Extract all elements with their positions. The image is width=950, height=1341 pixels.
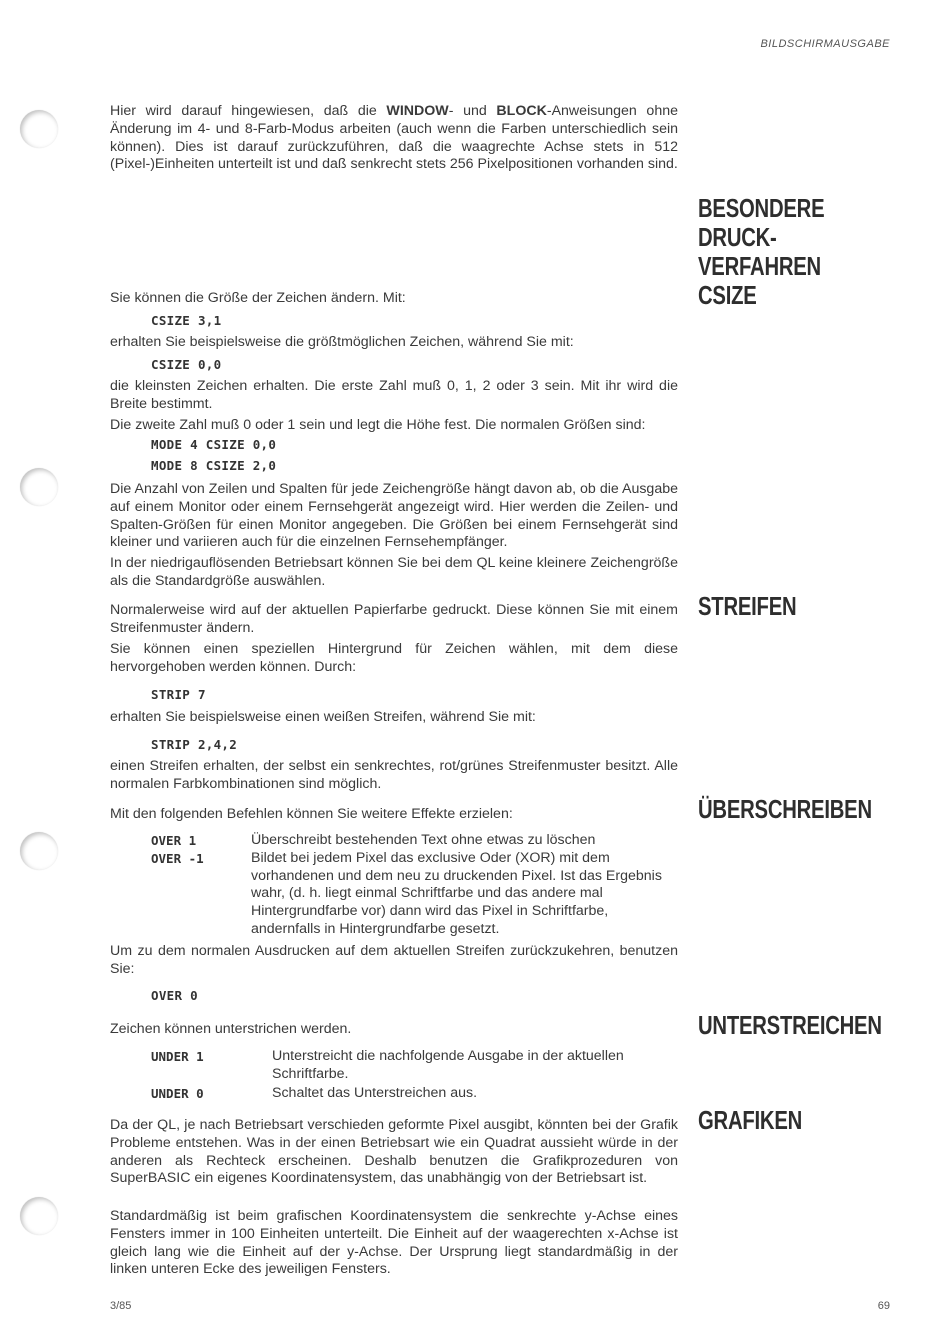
over-minus1-desc: Bildet bei jedem Pixel das exclusive Oder (XOR) mit dem vorhandenen und dem neu zu druckenden Pixel. Ist das Ergebnis wahr, (d. h. liegt einmal Schriftfarbe und das andere mal Hintergrundfarbe vor) dann wird das Pixel in Schriftfarbe, andernfalls in Hintergrundfarbe gesetzt. — [251, 849, 662, 937]
code-mode4: MODE 4 CSIZE 0,0 — [151, 437, 277, 452]
list-item — [151, 832, 681, 850]
over-1-desc: Überschreibt bestehenden Text ohne etwas zu löschen — [251, 832, 596, 848]
strip-p1: Normalerweise wird auf der aktuellen Papierfarbe gedruckt. Diese können Sie mit einem Streifenmuster ändern. — [110, 602, 678, 636]
intro-paragraph: Hier wird darauf hingewiesen, daß die WINDOW- und BLOCK-Anweisungen ohne Änderung im 4- und 8-Farb-Modus arbeiten (auch wenn die Farben unterschiedlich sein können). Dies ist darauf zurückzuführen, daß die waagrechte Achse stets in 512 (Pixel-)Einheiten unterteilt ist und daß senkrecht stets 256 Pixelpositionen vorhanden sind. — [110, 103, 678, 173]
over-intro: Mit den folgenden Befehlen können Sie weitere Effekte erzielen: — [110, 806, 513, 822]
over-p2: Um zu dem normalen Ausdrucken auf dem aktuellen Streifen zurückzukehren, benutzen Sie: — [110, 943, 678, 977]
graphics-p1: Da der QL, je nach Betriebsart verschieden geformte Pixel ausgibt, könnten bei der Grafik Probleme entstehen. Was in der einen Betriebsart wie ein Quadrat aussieht würde in der anderen als Rechteck erscheinen. Deshalb benutzen die Grafikprozeduren von SuperBASIC ein eigenes Koordinatensystem, das unabhängig von der Betriebsart ist. — [110, 1117, 678, 1187]
binder-hole — [20, 468, 58, 506]
over-list — [151, 832, 681, 939]
code-strip-7: STRIP 7 — [151, 687, 206, 702]
csize-p6: In der niedrigauflösenden Betriebsart können Sie bei dem QL keine kleinere Zeichengröße als die Standardgröße auswählen. — [110, 555, 678, 589]
footer-date: 3/85 — [110, 1300, 132, 1312]
heading-unterstreichen: UNTERSTREICHEN — [698, 1010, 882, 1040]
strip-p3: erhalten Sie beispielsweise einen weißen Streifen, während Sie mit: — [110, 709, 536, 725]
heading-streifen: STREIFEN — [698, 591, 797, 621]
binder-hole — [20, 832, 58, 870]
heading-csize: CSIZE — [698, 280, 757, 310]
heading-grafiken: GRAFIKEN — [698, 1105, 803, 1135]
under-1-term: UNDER 1 — [151, 1049, 204, 1064]
strip-p4: einen Streifen erhalten, der selbst ein senkrechtes, rot/grünes Streifenmuster besitzt. Alle normalen Farbkombinationen sind möglich. — [110, 758, 678, 792]
under-list — [151, 1048, 681, 1102]
binder-hole — [20, 110, 58, 148]
csize-p3: die kleinsten Zeichen erhalten. Die erste Zahl muß 0, 1, 2 oder 3 sein. Mit ihr wird die Breite bestimmt. — [110, 378, 678, 412]
csize-intro: Sie können die Größe der Zeichen ändern. Mit: — [110, 290, 406, 306]
running-header: BILDSCHIRMAUSGABE — [760, 38, 890, 50]
csize-p4: Die zweite Zahl muß 0 oder 1 sein und legt die Höhe fest. Die normalen Größen sind: — [110, 417, 646, 433]
over-minus1-term: OVER -1 — [151, 850, 204, 866]
code-csize-00: CSIZE 0,0 — [151, 357, 222, 372]
heading-ueberschreiben: ÜBERSCHREIBEN — [698, 794, 872, 824]
strip-p2: Sie können einen speziellen Hintergrund für Zeichen wählen, mit dem diese hervorgehoben werden können. Durch: — [110, 641, 678, 675]
page-number: 69 — [877, 1300, 890, 1312]
list-item — [151, 850, 681, 939]
list-item — [151, 1085, 681, 1103]
code-mode8: MODE 8 CSIZE 2,0 — [151, 458, 277, 473]
csize-p2: erhalten Sie beispielsweise die größtmöglichen Zeichen, während Sie mit: — [110, 334, 574, 350]
heading-besondere: BESONDERE DRUCK- VERFAHREN CSIZE — [698, 193, 825, 310]
graphics-p2: Standardmäßig ist beim grafischen Koordinatensystem die senkrechte y-Achse eines Fensters immer in 100 Einheiten unterteilt. Die Einheit auf der waagerechten x-Achse ist gleich lang wie die Einheit auf der y-Achse. Der Ursprung liegt standardmäßig in der linken unteren Ecke des jeweiligen Fensters. — [110, 1208, 678, 1278]
csize-p5: Die Anzahl von Zeilen und Spalten für jede Zeichengröße hängt davon ab, ob die Ausgabe auf einem Monitor oder einem Fernsehgerät angezeigt wird. Hier werden die Zeilen- und Spalten-Größen für einen Monitor angegeben. Die Größen bei einem Fernsehgerät sind kleiner und variieren auch für die einzelnen Fernsehempfänger. — [110, 481, 678, 551]
under-0-term: UNDER 0 — [151, 1085, 204, 1101]
binder-hole — [20, 1197, 58, 1235]
code-strip-242: STRIP 2,4,2 — [151, 737, 238, 752]
list-item — [151, 1048, 681, 1084]
over-1-term: OVER 1 — [151, 833, 197, 848]
code-over-0: OVER 0 — [151, 988, 198, 1003]
under-0-desc: Schaltet das Unterstreichen aus. — [272, 1084, 478, 1101]
code-csize-31: CSIZE 3,1 — [151, 313, 222, 328]
under-1-desc: Unterstreicht die nachfolgende Ausgabe in der aktuellen Schriftfarbe. — [272, 1048, 624, 1082]
under-intro: Zeichen können unterstrichen werden. — [110, 1021, 352, 1037]
